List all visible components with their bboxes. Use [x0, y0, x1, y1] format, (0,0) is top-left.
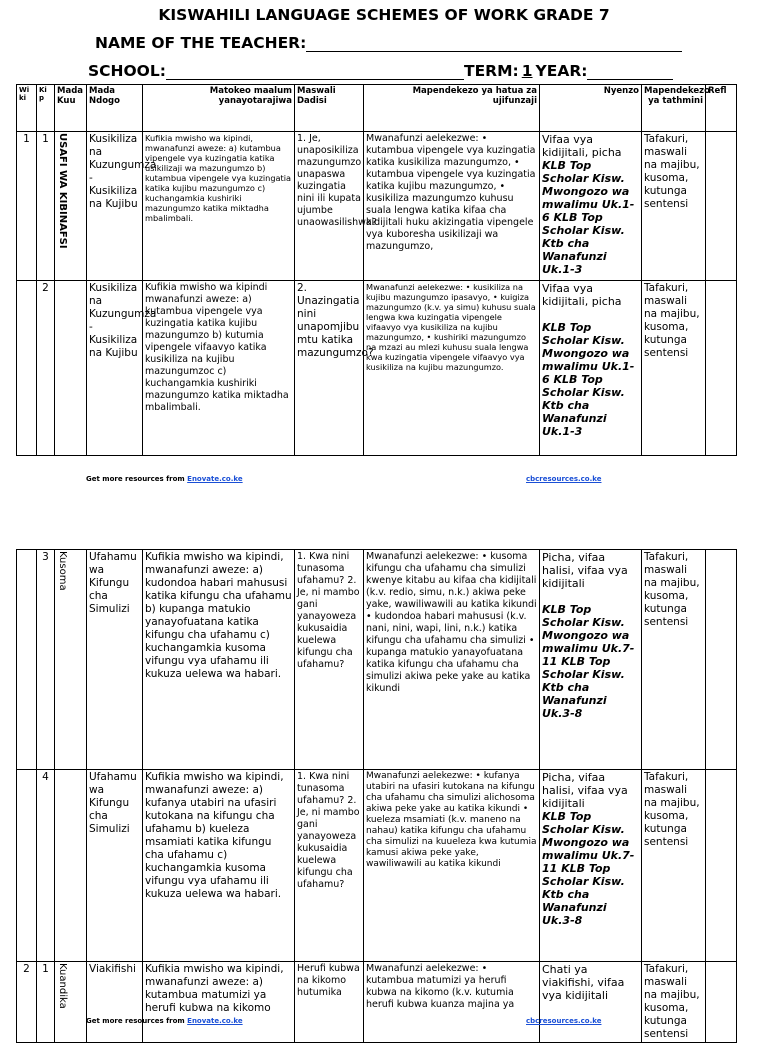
mada-text: USAFI WA KIBINAFSI — [57, 133, 68, 249]
refl-cell — [706, 132, 737, 281]
tathmini-cell: Tafakuri, maswali na majibu, kusoma, kutunga sentensi — [642, 770, 706, 962]
mapendekezo-cell: Mwanafunzi aelekezwe: • kufanya utabiri na ufasiri kutokana na kifungu cha ufahamu cha simulizi alichosoma akiwa peke yake au katika kikundi • kueleza msamiati (k.v. maneno na nahau) katika kifungu cha ufahamu cha simulizi na kuueleza kwa kutumia kamusi akiwa peke yake, wawiliwawili au katika kikundi — [364, 770, 540, 962]
nyenzo-cell — [540, 770, 642, 962]
col-mada: Mada Kuu — [55, 85, 87, 132]
mada-cell — [55, 132, 87, 281]
teacher-label: NAME OF THE TEACHER: — [95, 34, 307, 52]
mapendekezo-cell: Mwanafunzi aelekezwe: • kusoma kifungu cha ufahamu cha simulizi kwenye kitabu au kifaa cha kidijitali (k.v. redio, simu, n.k.) akiwa peke yake, wawiliwawili au katika kikundi • kudondoa habari mahususi (k.v. nani, nini, wapi, lini, n.k.) katika kifungu cha ufahamu cha simulizi • kupanga matukio yanayofuatana katika kifungu cha ufahamu cha simulizi akiwa peke yake au katika kikundi — [364, 550, 540, 770]
mada-text: Kuandika — [57, 963, 68, 1009]
mada-ndogo-cell: Ufahamu wa Kifungu cha Simulizi — [87, 550, 143, 770]
footer-prefix: Get more resources from — [86, 1017, 185, 1025]
lesson-cell: 2 — [37, 281, 55, 456]
refl-cell — [706, 550, 737, 770]
footer-right-link[interactable]: cbcresources.co.ke — [526, 1017, 602, 1025]
footer-left-link[interactable]: Enovate.co.ke — [187, 475, 243, 483]
mada-cell — [55, 281, 87, 456]
nyenzo-plain: Picha, vifaa halisi, vifaa vya kidijitali — [542, 551, 628, 590]
mapendekezo-cell: Mwanafunzi aelekezwe: • kutambua vipengele vya kuzingatia katika kusikiliza mazungumzo, • kutambua vipengele vya kuzingatia katika kujibu mazungumzo, • kusikiliza mazungumzo kuhusu suala lengwa katika kifaa cha kidijitali huku akizingatia vipengele vya kuboresha usikilizaji wa mazungumzo, — [364, 132, 540, 281]
maswali-cell: 1. Kwa nini tunasoma ufahamu? 2. Je, ni mambo gani yanayoweza kukusaidia kuelewa kifungu cha ufahamu? — [295, 550, 364, 770]
nyenzo-books: KLB Top Scholar Kisw. Mwongozo wa mwalimu Uk.7-11 KLB Top Scholar Kisw. Ktb cha Wanafunzi Uk.3-8 — [542, 810, 635, 927]
matokeo-cell: Kufikia mwisho wa kipindi, mwanafunzi aweze: a) kudondoa habari mahususi katika kifungu cha ufahamu b) kupanga matukio yanayofuatana katika kifungu cha ufahamu c) kuchangamkia kusoma vifungu vya ufahamu ili kukuza uelewa wa habari. — [143, 550, 295, 770]
maswali-cell: 1. Kwa nini tunasoma ufahamu? 2. Je, ni mambo gani yanayoweza kukusaidia kuelewa kifungu cha ufahamu? — [295, 770, 364, 962]
nyenzo-plain: Vifaa vya kidijitali, picha — [542, 282, 622, 308]
mapendekezo-cell: Mwanafunzi aelekezwe: • kutambua matumizi ya herufi kubwa na kikomo (k.v. kutumia herufi kubwa kuanza majina ya — [364, 962, 540, 1043]
year-blank — [587, 65, 673, 80]
refl-cell — [706, 281, 737, 456]
lesson-cell: 1 — [37, 132, 55, 281]
mada-ndogo-cell: Viakifishi — [87, 962, 143, 1043]
col-matokeo: Matokeo maalum yanayotarajiwa — [143, 85, 295, 132]
teacher-line — [95, 34, 682, 52]
col-maswali: Maswali Dadisi — [295, 85, 364, 132]
col-mada-ndogo: Mada Ndogo — [87, 85, 143, 132]
school-blank — [166, 65, 464, 80]
col-nyenzo: Nyenzo — [540, 85, 642, 132]
term-line — [464, 62, 673, 80]
lesson-cell: 3 — [37, 550, 55, 770]
week-cell — [17, 770, 37, 962]
nyenzo-cell — [540, 281, 642, 456]
nyenzo-books: KLB Top Scholar Kisw. Mwongozo wa mwalimu Uk.1-6 KLB Top Scholar Kisw. Ktb cha Wanafunzi Uk.1-3 — [542, 159, 635, 276]
nyenzo-plain: Vifaa vya kidijitali, picha — [542, 133, 622, 159]
mada-text: Kusoma — [57, 551, 68, 591]
document-title: KISWAHILI LANGUAGE SCHEMES OF WORK GRADE 7 — [158, 6, 610, 24]
refl-cell — [706, 770, 737, 962]
week-cell: 1 — [17, 132, 37, 281]
tathmini-cell: Tafakuri, maswali na majibu, kusoma, kutunga sentensi — [642, 132, 706, 281]
col-tathmini: Mapendekezo ya tathmini — [642, 85, 706, 132]
tathmini-cell: Tafakuri, maswali na majibu, kusoma, kutunga sentensi — [642, 962, 706, 1043]
table-header-row — [17, 85, 737, 132]
maswali-cell: Herufi kubwa na kikomo hutumika — [295, 962, 364, 1043]
table-row — [17, 550, 737, 770]
footer-left-page2 — [86, 1017, 243, 1025]
footer-prefix: Get more resources from — [86, 475, 185, 483]
school-line — [88, 62, 464, 80]
mada-ndogo-cell: Kusikiliza na Kuzungumza - Kusikiliza na Kujibu — [87, 132, 143, 281]
table-row — [17, 132, 737, 281]
lesson-cell: 4 — [37, 770, 55, 962]
teacher-blank — [306, 37, 682, 52]
term-label: TERM: — [464, 62, 519, 80]
nyenzo-cell — [540, 550, 642, 770]
tathmini-cell: Tafakuri, maswali na majibu, kusoma, kutunga sentensi — [642, 281, 706, 456]
matokeo-cell: Kufikia mwisho wa kipindi, mwanafunzi aweze: a) kutambua matumizi ya herufi kubwa na kikomo — [143, 962, 295, 1043]
table-row — [17, 770, 737, 962]
school-label: SCHOOL: — [88, 62, 166, 80]
footer-left — [86, 475, 243, 483]
scheme-table-page2 — [16, 549, 737, 1043]
table-row — [17, 281, 737, 456]
lesson-cell: 1 — [37, 962, 55, 1043]
maswali-cell: 1. Je, unaposikiliza mazungumzo unapaswa kuzingatia nini ili kupata ujumbe unaowasilishwa? — [295, 132, 364, 281]
scheme-table-page1 — [16, 84, 737, 456]
col-wiki: Wi ki — [17, 85, 37, 132]
maswali-cell: 2. Unazingatia nini unapomjibu mtu katika mazungumzo? — [295, 281, 364, 456]
week-cell — [17, 281, 37, 456]
mada-cell — [55, 962, 87, 1043]
mada-ndogo-cell: Kusikiliza na Kuzungumza - Kusikiliza na Kujibu — [87, 281, 143, 456]
matokeo-cell: Kufikia mwisho wa kipindi, mwanafunzi aweze: a) kutambua vipengele vya kuzingatia katika usikilizaji wa mazungumzo b) kutambua vipengele vya kuzingatia katika kujibu mazungumzo c) kuchangamkia kushiriki mazungumzo katika miktadha mbalimbali. — [143, 132, 295, 281]
week-cell — [17, 550, 37, 770]
nyenzo-books: KLB Top Scholar Kisw. Mwongozo wa mwalimu Uk.1-6 KLB Top Scholar Kisw. Ktb cha Wanafunzi Uk.1-3 — [542, 321, 635, 438]
col-mapendekezo: Mapendekezo ya hatua za ujifunzaji — [364, 85, 540, 132]
matokeo-cell: Kufikia mwisho wa kipindi, mwanafunzi aweze: a) kufanya utabiri na ufasiri kutokana na kifungu cha ufahamu b) kueleza msamiati katika kifungu cha ufahamu c) kuchangamkia kusoma vifungu vya ufahamu ili kukuza uelewa wa habari. — [143, 770, 295, 962]
nyenzo-plain: Picha, vifaa halisi, vifaa vya kidijitali — [542, 771, 628, 810]
nyenzo-cell: Chati ya viakifishi, vifaa vya kidijitali — [540, 962, 642, 1043]
table-row — [17, 962, 737, 1043]
footer-right — [526, 475, 601, 483]
mada-cell — [55, 550, 87, 770]
tathmini-cell: Tafakuri, maswali na majibu, kusoma, kutunga sentensi — [642, 550, 706, 770]
mada-ndogo-cell: Ufahamu wa Kifungu cha Simulizi — [87, 770, 143, 962]
col-refl: Refl — [706, 85, 737, 132]
mapendekezo-cell: Mwanafunzi aelekezwe: • kusikiliza na kujibu mazungumzo ipasavyo, • kuigiza mazungumzo (k.v. ya simu) kuhusu suala lengwa kwa kuzingatia vipengele vifaavyo vya kusikiliza na kujibu mazungumzo, • kushiriki mazungumzo na mzazi au mlezi kuhusu suala lengwa kwa kuzingatia vipengele vifaavyo vya kusikiliza na kujibu mazungumzo. — [364, 281, 540, 456]
term-value: 1 — [521, 62, 533, 80]
year-label: YEAR: — [535, 62, 588, 80]
nyenzo-books: KLB Top Scholar Kisw. Mwongozo wa mwalimu Uk.7-11 KLB Top Scholar Kisw. Ktb cha Wanafunzi Uk.3-8 — [542, 603, 635, 720]
footer-right-page2 — [526, 1017, 601, 1025]
week-cell: 2 — [17, 962, 37, 1043]
col-ki: Ki p — [37, 85, 55, 132]
footer-left-link[interactable]: Enovate.co.ke — [187, 1017, 243, 1025]
mada-cell — [55, 770, 87, 962]
matokeo-cell: Kufikia mwisho wa kipindi mwanafunzi aweze: a) kutambua vipengele vya kuzingatia katika kujibu mazungumzo b) kutumia vipengele vifaavyo katika kusikiliza na kujibu mazungumzoc c) kuchangamkia kushiriki mazungumzo katika miktadha mbalimbali. — [143, 281, 295, 456]
refl-cell — [706, 962, 737, 1043]
nyenzo-cell — [540, 132, 642, 281]
footer-right-link[interactable]: cbcresources.co.ke — [526, 475, 602, 483]
